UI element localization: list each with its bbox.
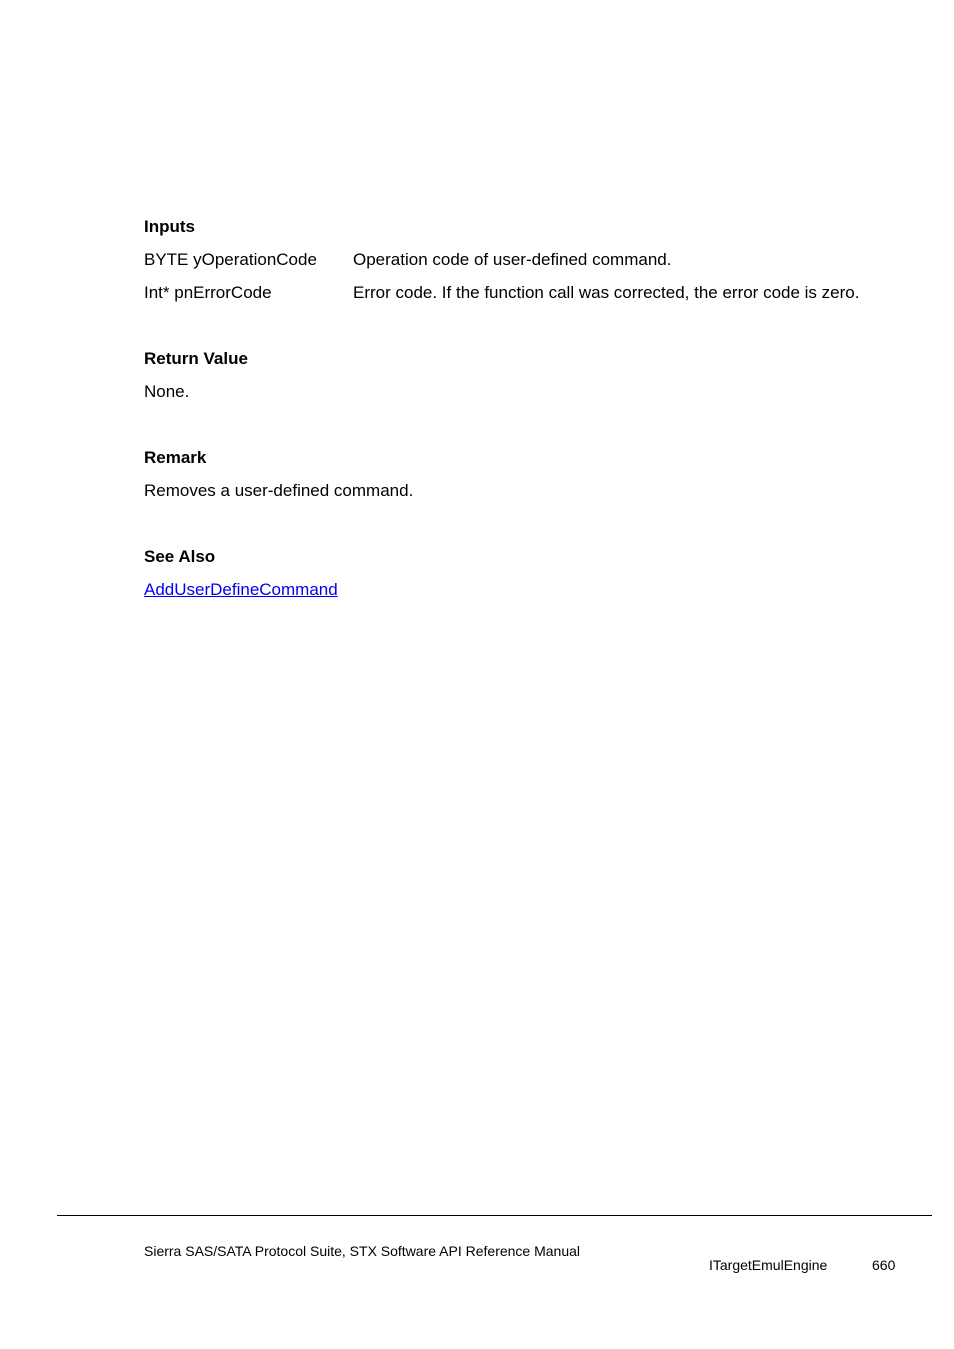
param-description: Operation code of user-defined command. bbox=[353, 250, 672, 269]
remark-heading: Remark bbox=[144, 448, 207, 467]
inputs-heading: Inputs bbox=[144, 217, 195, 236]
param-description: Error code. If the function call was corrected, the error code is zero. bbox=[353, 283, 860, 302]
footer-page-number: 660 bbox=[872, 1257, 896, 1273]
see-also-link[interactable]: AddUserDefineCommand bbox=[144, 580, 338, 599]
footer-divider bbox=[57, 1215, 932, 1216]
param-name: Int* pnErrorCode bbox=[144, 283, 272, 302]
see-also-heading: See Also bbox=[144, 547, 216, 566]
return-value-heading: Return Value bbox=[144, 349, 248, 368]
footer-section-name: ITargetEmulEngine bbox=[709, 1257, 828, 1273]
param-name: BYTE yOperationCode bbox=[144, 250, 317, 269]
footer-manual-title: Sierra SAS/SATA Protocol Suite, STX Software API Reference Manual bbox=[144, 1243, 581, 1259]
return-value-text: None. bbox=[144, 382, 190, 401]
remark-text: Removes a user-defined command. bbox=[144, 481, 414, 500]
